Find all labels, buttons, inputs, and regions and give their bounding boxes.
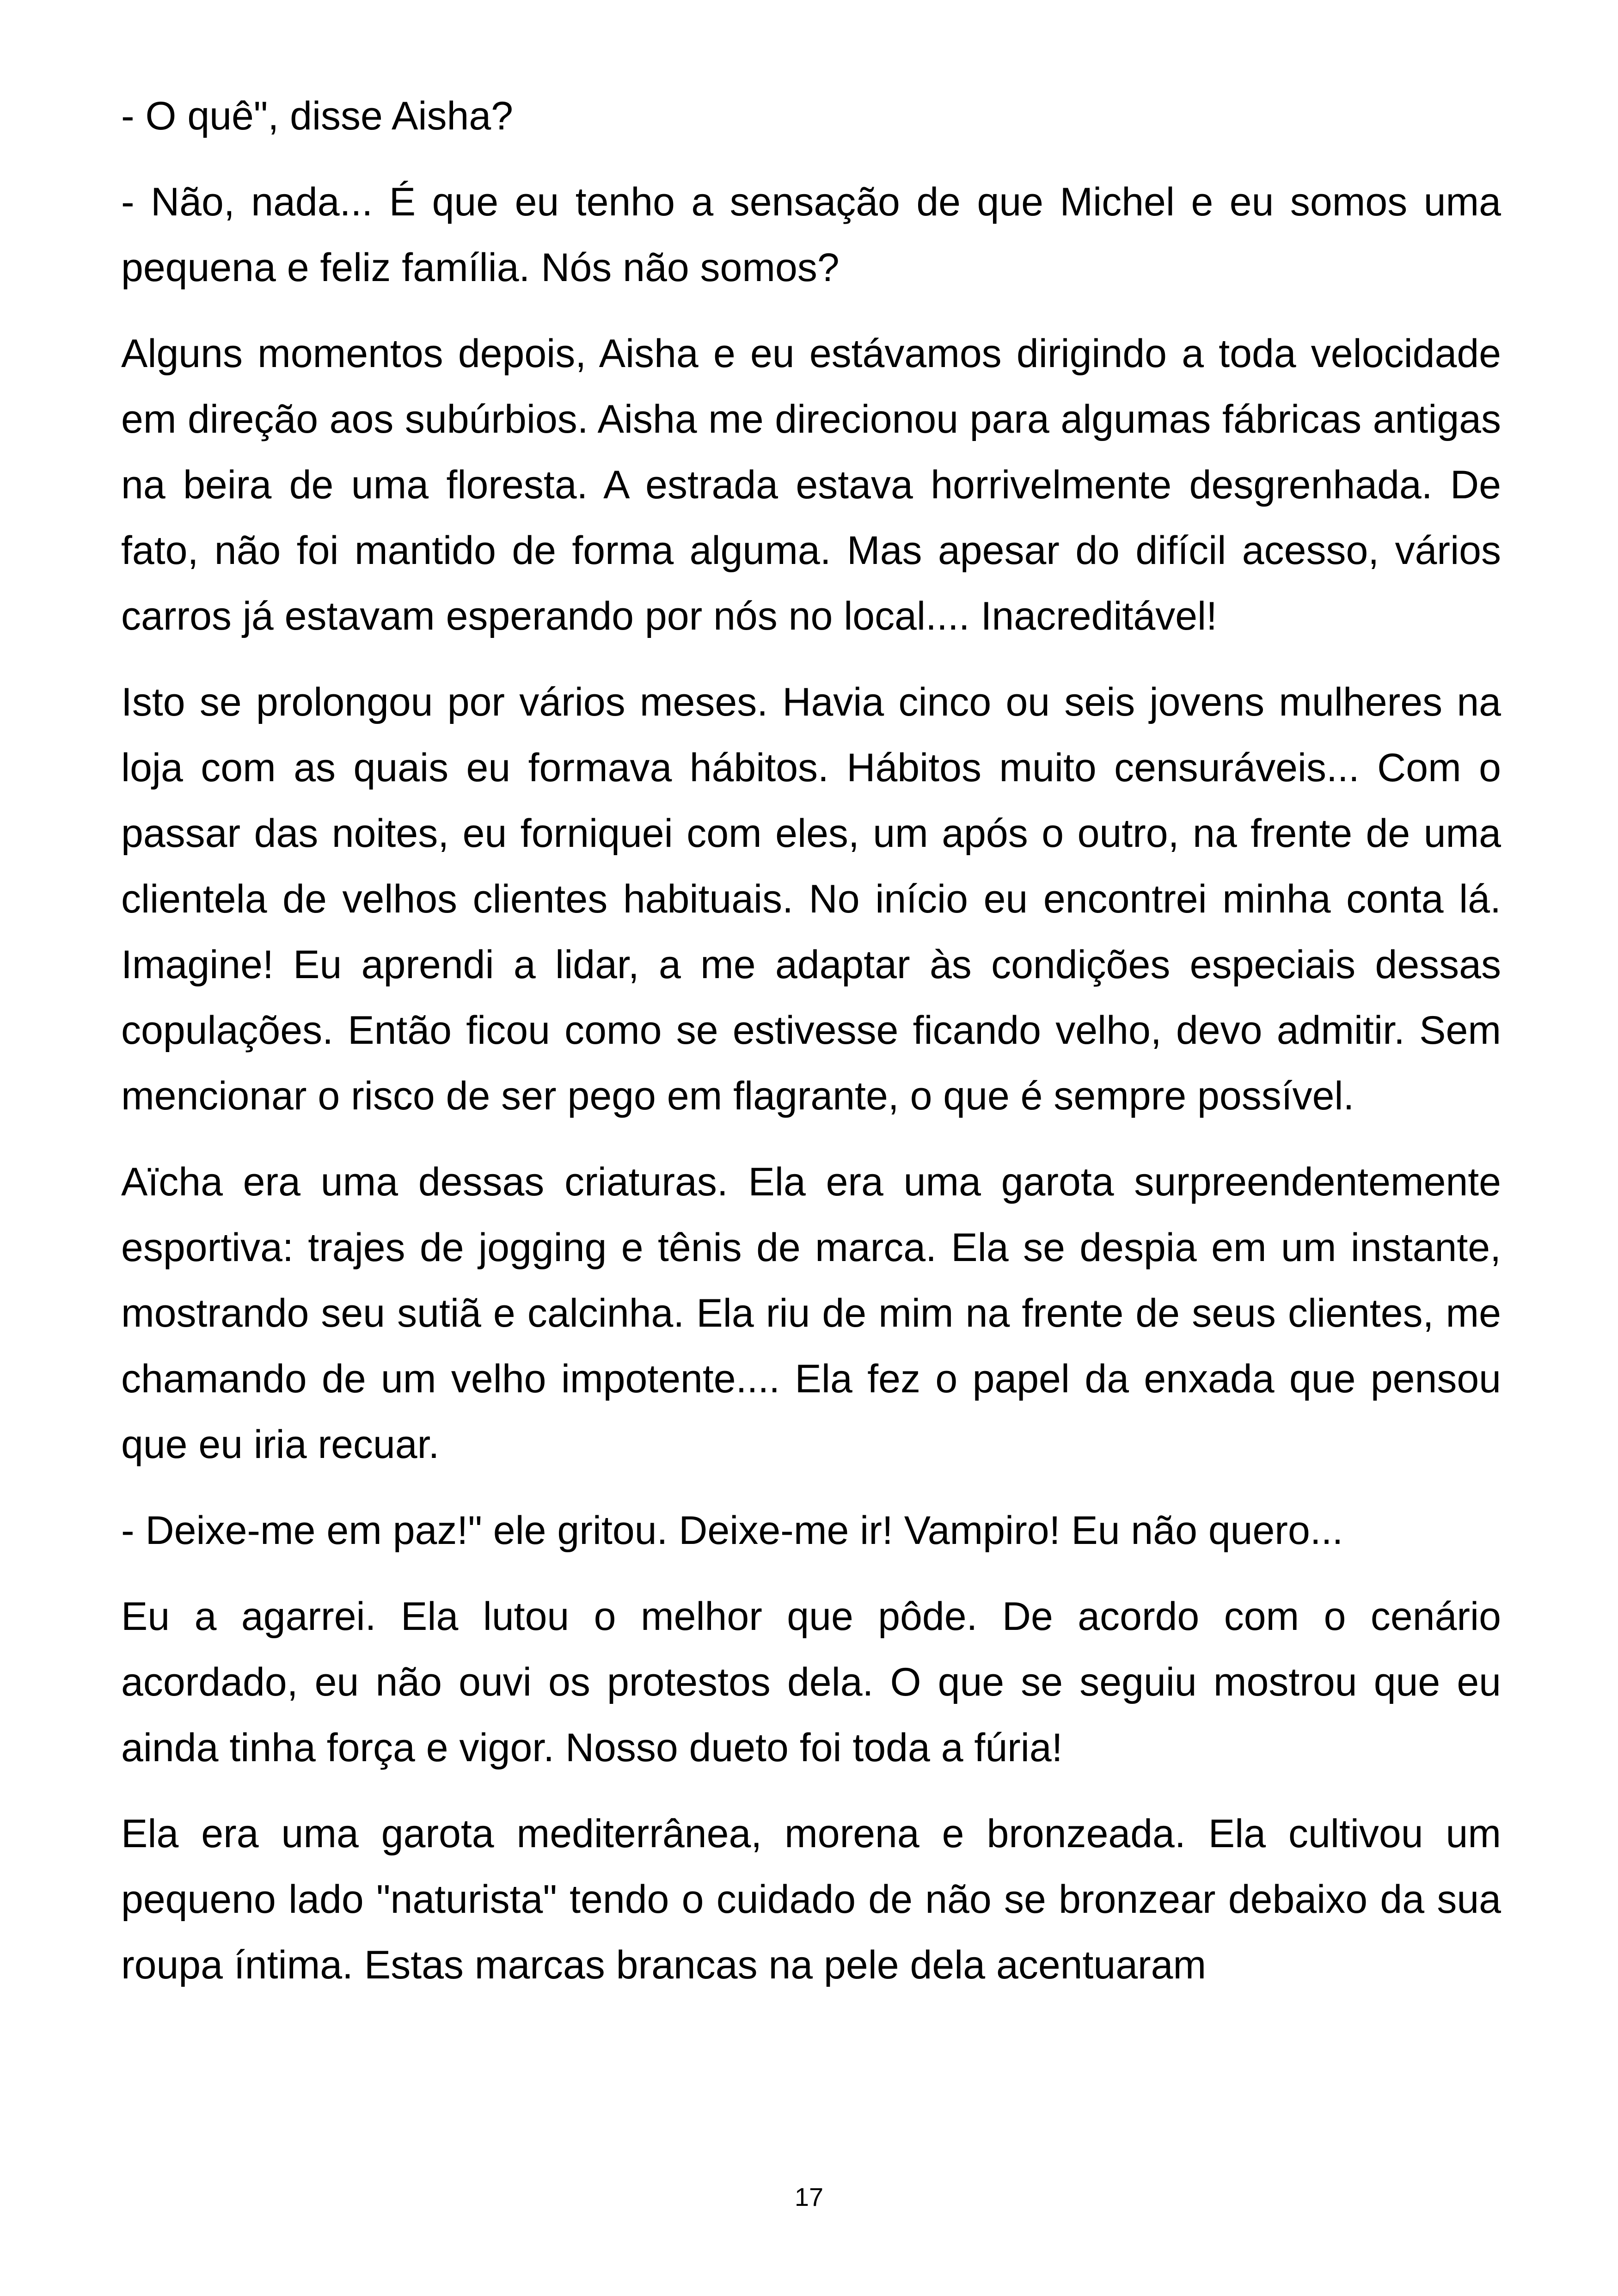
paragraph-8: Ela era uma garota mediterrânea, morena e bronzeada. Ela cultivou um pequeno lado "naturista" tendo o cuidado de não se bronzear debaixo da sua roupa íntima. Estas marcas brancas na pele dela acentuaram xyxy=(121,1812,1501,1987)
paragraph-3: Alguns momentos depois, Aisha e eu estávamos dirigindo a toda velocidade em direção aos subúrbios. Aisha me direcionou para algumas fábricas antigas na beira de uma floresta. A estrada estava horrivelmente desgrenhada. De fato, não foi mantido de forma alguma. Mas apesar do difícil acesso, vários carros já estavam esperando por nós no local.... Inacreditável! xyxy=(121,331,1501,638)
body-text xyxy=(121,83,1501,2018)
paragraph-5: Aïcha era uma dessas criaturas. Ela era uma garota surpreendentemente esportiva: trajes de jogging e tênis de marca. Ela se despia em um instante, mostrando seu sutiã e calcinha. Ela riu de mim na frente de seus clientes, me chamando de um velho impotente.... Ela fez o papel da enxada que pensou que eu iria recuar. xyxy=(121,1160,1501,1467)
paragraph-2: - Não, nada... É que eu tenho a sensação de que Michel e eu somos uma pequena e feliz família. Nós não somos? xyxy=(121,180,1501,290)
paragraph-4: Isto se prolongou por vários meses. Havia cinco ou seis jovens mulheres na loja com as quais eu formava hábitos. Hábitos muito censuráveis... Com o passar das noites, eu forniquei com eles, um após o outro, na frente de uma clientela de velhos clientes habituais. No início eu encontrei minha conta lá. Imagine! Eu aprendi a lidar, a me adaptar às condições especiais dessas copulações. Então ficou como se estivesse ficando velho, devo admitir. Sem mencionar o risco de ser pego em flagrante, o que é sempre possível. xyxy=(121,680,1501,1118)
paragraph-6: - Deixe-me em paz!" ele gritou. Deixe-me ir! Vampiro! Eu não quero... xyxy=(121,1508,1343,1553)
paragraph-1: - O quê", disse Aisha? xyxy=(121,94,513,138)
page-number: 17 xyxy=(794,2182,824,2211)
paragraph-7: Eu a agarrei. Ela lutou o melhor que pôde. De acordo com o cenário acordado, eu não ouvi os protestos dela. O que se seguiu mostrou que eu ainda tinha força e vigor. Nosso dueto foi toda a fúria! xyxy=(121,1594,1501,1770)
